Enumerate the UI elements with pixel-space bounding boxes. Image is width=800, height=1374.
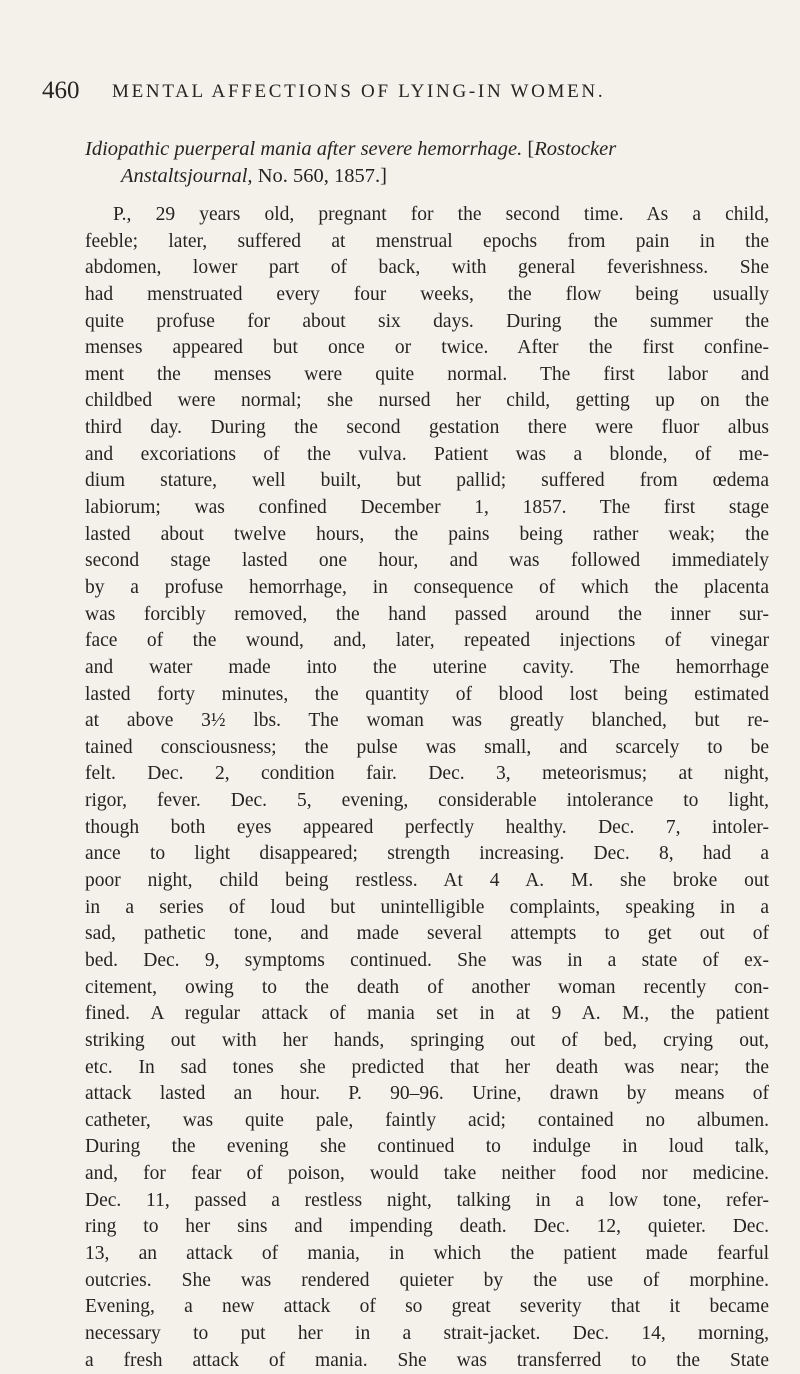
case-heading-line-2 (85, 163, 765, 190)
source-journal-part-2: Anstaltsjournal, (121, 165, 253, 187)
body-text-line: citement, owing to the death of another woman recently con- (85, 976, 769, 998)
body-text-line: lasted forty minutes, the quantity of blood lost being estimated (85, 683, 769, 705)
body-text-line: menses appeared but once or twice. After the first confine- (85, 337, 769, 359)
body-text-line: sad, pathetic tone, and made several attempts to get out of (85, 923, 769, 945)
body-text-line: necessary to put her in a strait-jacket. Dec. 14, morning, (85, 1322, 769, 1344)
body-text-line: catheter, was quite pale, faintly acid; contained no albumen. (85, 1109, 769, 1131)
body-text-line: abdomen, lower part of back, with general feverishness. She (85, 257, 769, 279)
body-text-line: was forcibly removed, the hand passed around the inner sur- (85, 603, 769, 625)
body-text-line: second stage lasted one hour, and was followed immediately (85, 550, 769, 572)
body-text-line: by a profuse hemorrhage, in consequence of which the placenta (85, 576, 769, 598)
body-text-line: rigor, fever. Dec. 5, evening, considerable intolerance to light, (85, 790, 769, 812)
body-text-line: ring to her sins and impending death. Dec. 12, quieter. Dec. (85, 1216, 769, 1238)
body-text-line: fined. A regular attack of mania set in at 9 A. M., the patient (85, 1003, 769, 1025)
body-text-line: attack lasted an hour. P. 90–96. Urine, drawn by means of (85, 1083, 769, 1105)
body-text-line: though both eyes appeared perfectly healthy. Dec. 7, intoler- (85, 816, 769, 838)
body-text-line: etc. In sad tones she predicted that her death was near; the (85, 1056, 769, 1078)
case-heading (85, 136, 765, 190)
body-text-line: had menstruated every four weeks, the flow being usually (85, 283, 769, 305)
body-text-line: quite profuse for about six days. During the summer the (85, 310, 769, 332)
opening-bracket: [ (527, 138, 535, 160)
body-text-line: tained consciousness; the pulse was small, and scarcely to be (85, 736, 769, 758)
body-text-line: poor night, child being restless. At 4 A. M. she broke out (85, 870, 769, 892)
body-text-line: ance to light disappeared; strength increasing. Dec. 8, had a (85, 843, 769, 865)
case-report-paragraph (85, 202, 769, 1374)
body-text-line: During the evening she continued to indulge in loud talk, (85, 1136, 769, 1158)
body-text-line: 13, an attack of mania, in which the patient made fearful (85, 1242, 769, 1264)
body-text-line: face of the wound, and, later, repeated injections of vinegar (85, 630, 769, 652)
body-text-line: ment the menses were quite normal. The first labor and (85, 363, 769, 385)
running-head-title: MENTAL AFFECTIONS OF LYING-IN WOMEN. (112, 81, 606, 102)
body-text-line: striking out with her hands, springing out of bed, crying out, (85, 1029, 769, 1051)
body-text-line: in a series of loud but unintelligible complaints, speaking in a (85, 896, 769, 918)
body-text-line: lasted about twelve hours, the pains being rather weak; the (85, 523, 769, 545)
body-text-line: a fresh attack of mania. She was transferred to the State (85, 1349, 769, 1371)
body-text-line: Dec. 11, passed a restless night, talking in a low tone, refer- (85, 1189, 769, 1211)
source-journal-part-1: Rostocker (534, 138, 617, 160)
body-text-line: at above 3½ lbs. The woman was greatly blanched, but re- (85, 710, 769, 732)
body-text-line: labiorum; was confined December 1, 1857. The first stage (85, 497, 769, 519)
case-title: Idiopathic puerperal mania after severe hemorrhage. (85, 138, 523, 160)
body-text-line: felt. Dec. 2, condition fair. Dec. 3, meteorismus; at night, (85, 763, 769, 785)
body-text-line: dium stature, well built, but pallid; suffered from œdema (85, 470, 769, 492)
body-text-line: and excoriations of the vulva. Patient was a blonde, of me- (85, 443, 769, 465)
body-text-line: and water made into the uterine cavity. The hemorrhage (85, 656, 769, 678)
body-text-line: third day. During the second gestation there were fluor albus (85, 417, 769, 439)
body-text-line: P., 29 years old, pregnant for the second time. As a child, (113, 204, 769, 225)
case-heading-line-1 (85, 136, 765, 163)
page-number: 460 (42, 77, 80, 104)
body-text-line: Evening, a new attack of so great severity that it became (85, 1296, 769, 1318)
running-head (42, 76, 760, 106)
body-text-line: bed. Dec. 9, symptoms continued. She was in a state of ex- (85, 949, 769, 971)
body-text-line: and, for fear of poison, would take neither food nor medicine. (85, 1163, 769, 1185)
body-text-line: feeble; later, suffered at menstrual epochs from pain in the (85, 230, 769, 252)
source-citation: No. 560, 1857.] (257, 165, 387, 187)
body-text-line: outcries. She was rendered quieter by the use of morphine. (85, 1269, 769, 1291)
body-text-line: childbed were normal; she nursed her child, getting up on the (85, 390, 769, 412)
